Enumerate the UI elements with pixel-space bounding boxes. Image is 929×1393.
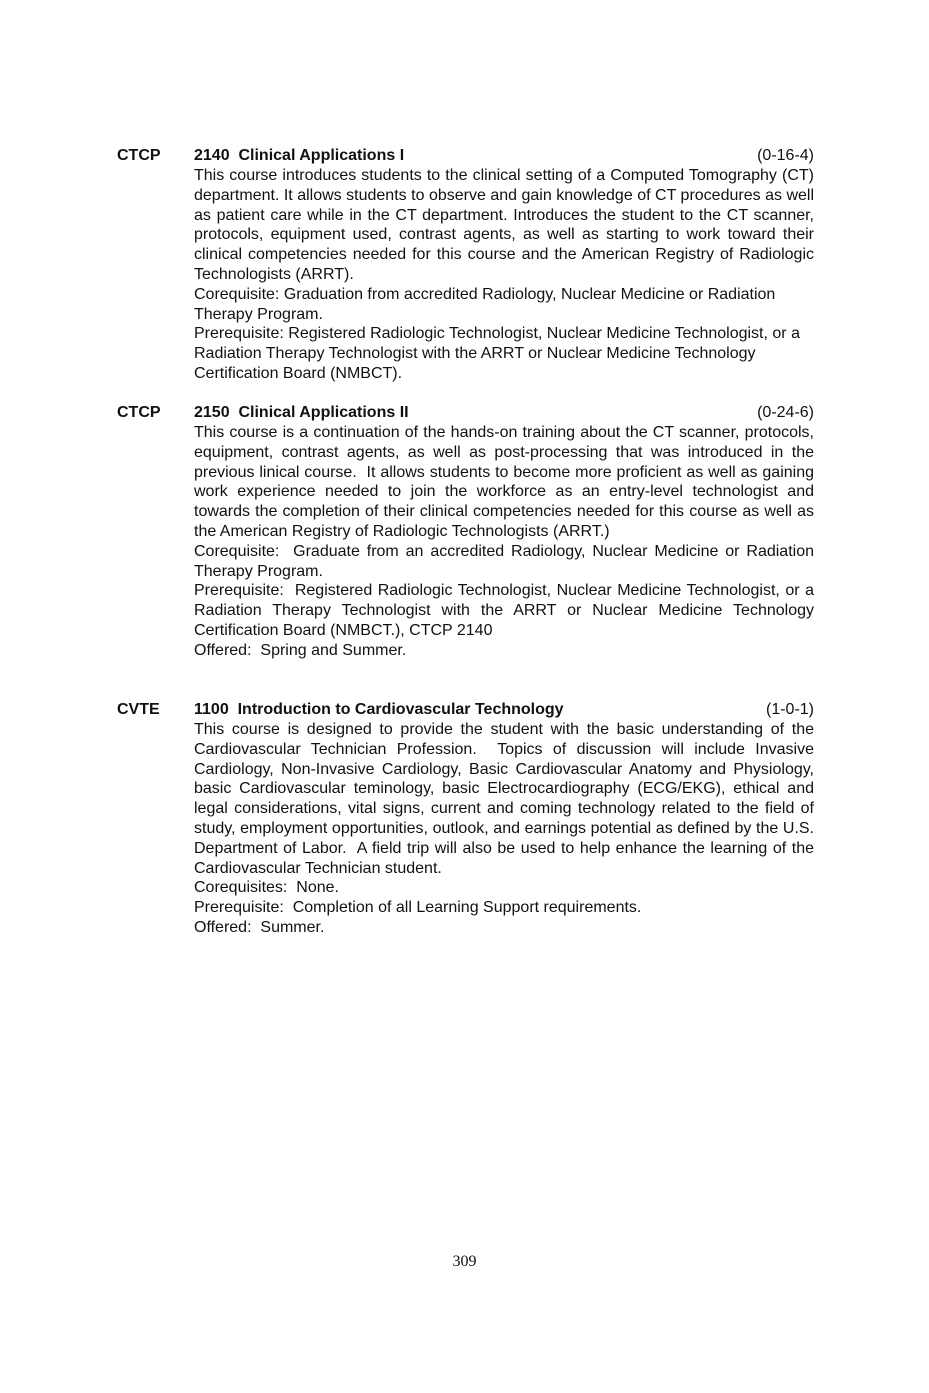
course-corequisite: Corequisites: None. [194, 879, 339, 897]
course-header [117, 146, 814, 166]
course-title: 2140 Clinical Applications I [194, 147, 405, 164]
course-hours: (0-24-6) [757, 404, 814, 421]
page-number: 309 [452, 1253, 477, 1270]
course-prefix: CTCP [117, 404, 161, 421]
course-entry-ctcp-2140 [117, 146, 819, 384]
course-entry-cvte-1100 [117, 700, 819, 938]
course-prerequisite: Prerequisite: Registered Radiologic Technologist, Nuclear Medicine Technologist, or a Radiation Therapy Technologist with the ARRT or Nuclear Medicine Technology Certification Board (NMBCT.), CTCP 2140 [194, 582, 819, 639]
course-corequisite: Corequisite: Graduation from accredited Radiology, Nuclear Medicine or Radiation Therapy Program. [194, 285, 780, 323]
course-hours: (0-16-4) [757, 147, 814, 164]
course-corequisite: Corequisite: Graduate from an accredited Radiology, Nuclear Medicine or Radiation Therapy Program. [194, 542, 819, 580]
course-description: This course is designed to provide the student with the basic understanding of the Cardiovascular Technician Profession. Topics of discussion will include Invasive Cardiology, Non-Invasive Cardiology, Basic Cardiovascular Anatomy and Physiology, basic Cardiovascular teminology, basic Electrocardiography (ECG/EKG), ethical and legal considerations, vital signs, current and coming technology related to the field of study, employment opportunities, outlook, and earnings potential as defined by the U.S. Department of Labor. A field trip will also be used to help enhance the learning of the Cardiovascular Technician student. [194, 721, 819, 877]
course-description: This course introduces students to the clinical setting of a Computed Tomography (CT) department. It allows students to observe and gain knowledge of CT procedures as well as patient care while in the CT department. Introduces the student to the CT scanner, protocols, equipment used, contrast agents, as well as starting to work toward their clinical competencies needed for this course and the American Registry of Radiologic Technologists (ARRT). [194, 167, 819, 283]
course-offered: Offered: Summer. [194, 918, 325, 936]
course-title: 2150 Clinical Applications II [194, 404, 409, 421]
course-prerequisite: Prerequisite: Completion of all Learning Support requirements. [194, 899, 642, 917]
course-offered: Offered: Spring and Summer. [194, 641, 407, 659]
course-prerequisite: Prerequisite: Registered Radiologic Technologist, Nuclear Medicine Technologist, or a Radiation Therapy Technologist with the ARRT or Nuclear Medicine Technology Certification Board (NMBCT). [194, 325, 805, 382]
course-description: This course is a continuation of the hands-on training about the CT scanner, protocols, equipment, contrast agents, as well as post-processing that was introduced in the previous linical course. It allows students to become more proficient as well as gaining work experience needed to join the workforce as an entry-level technologist and towards the completion of their clinical competencies needed for this course as well as the American Registry of Radiologic Technologists (ARRT.) [194, 424, 819, 540]
course-body [194, 166, 819, 384]
course-header [117, 403, 814, 423]
course-prefix: CTCP [117, 147, 161, 164]
course-body [194, 423, 819, 661]
course-title: 1100 Introduction to Cardiovascular Technology [194, 701, 564, 718]
course-prefix: CVTE [117, 701, 160, 718]
course-entry-ctcp-2150 [117, 403, 819, 661]
course-hours: (1-0-1) [765, 701, 814, 718]
course-body [194, 720, 819, 938]
course-header [117, 700, 814, 720]
